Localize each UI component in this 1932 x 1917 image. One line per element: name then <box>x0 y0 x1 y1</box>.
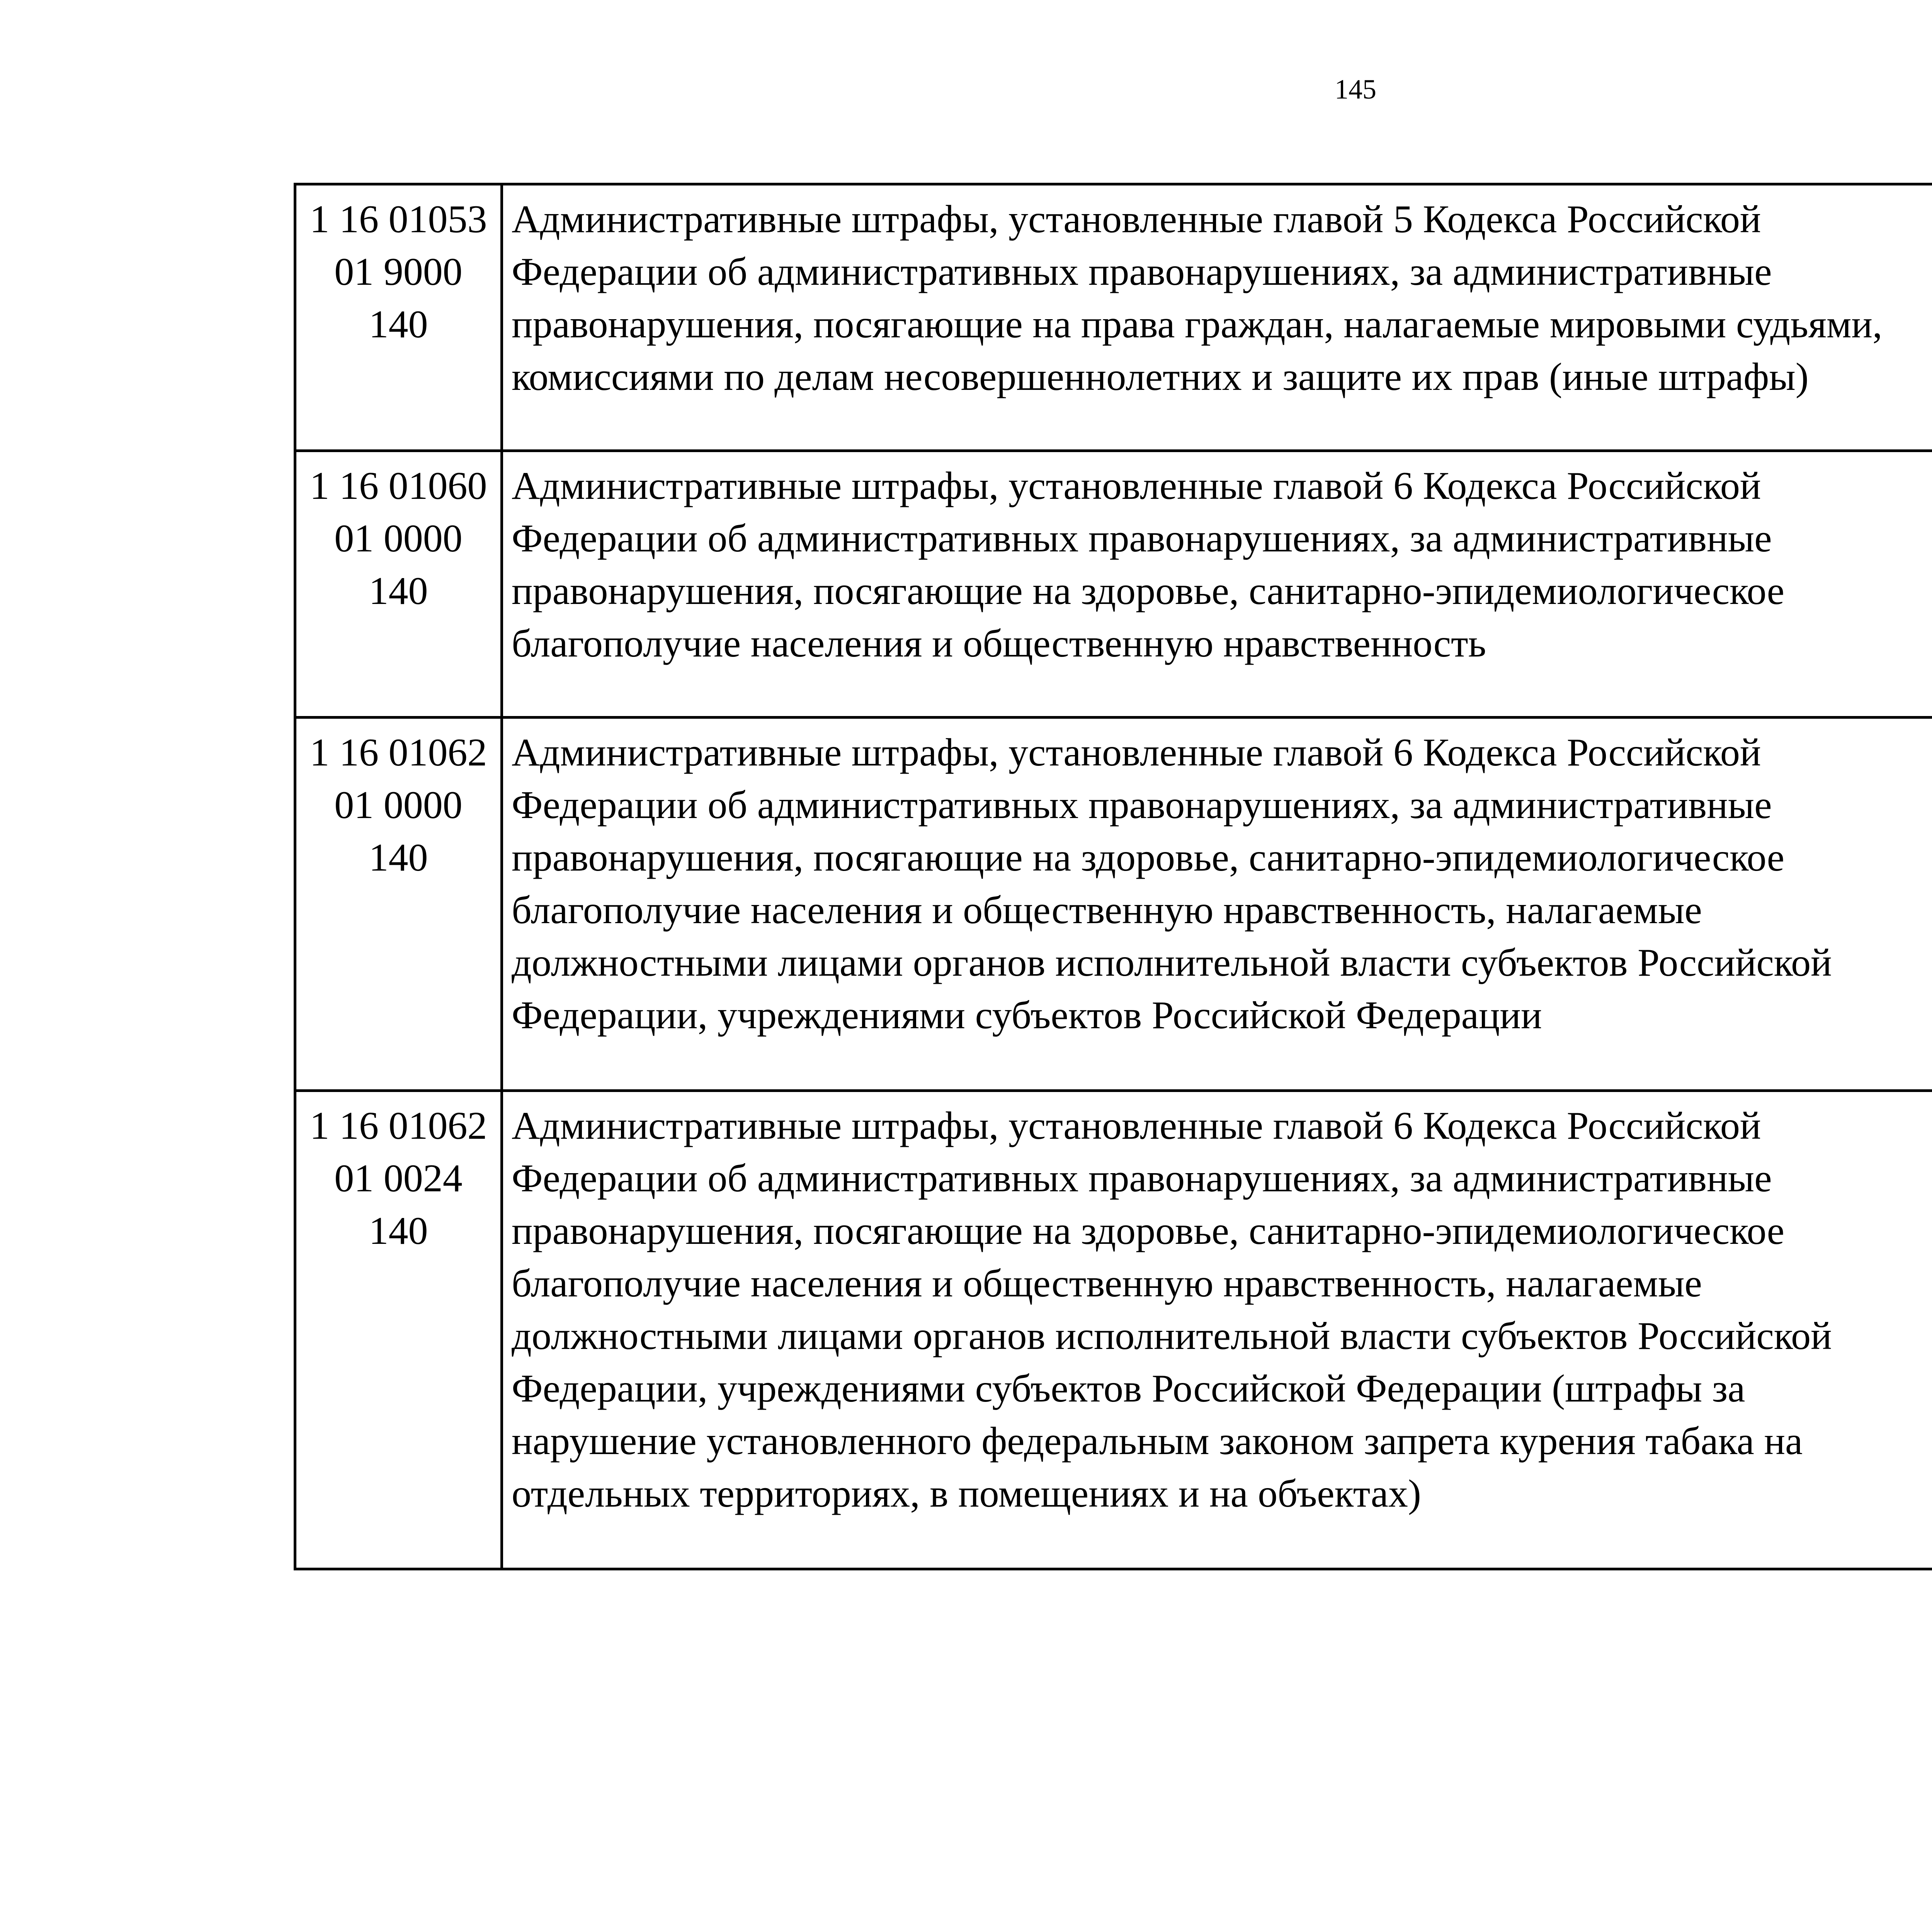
description-line: Федерации об административных правонарушениях, за административные <box>512 250 1772 294</box>
description-line: Федерации, учреждениями субъектов Российской Федерации (штрафы за <box>512 1367 1745 1410</box>
description-line: благополучие населения и общественную нравственность <box>512 622 1486 665</box>
description-line: Федерации, учреждениями субъектов Российской Федерации <box>512 993 1542 1037</box>
budget-code-line: 1 16 01062 <box>310 1104 487 1148</box>
description-line: правонарушения, посягающие на права граждан, налагаемые мировыми судьями, <box>512 303 1883 346</box>
description-line: правонарушения, посягающие на здоровье, санитарно-эпидемиологическое <box>512 836 1785 879</box>
budget-code-line: 01 0000 <box>334 517 463 560</box>
budget-code-line: 1 16 01062 <box>310 731 487 774</box>
description-cell <box>502 1091 1932 1569</box>
description-line: должностными лицами органов исполнительной власти субъектов Российской <box>512 1314 1832 1358</box>
budget-code-cell <box>295 451 502 718</box>
budget-code-line: 140 <box>369 303 428 346</box>
description-line: правонарушения, посягающие на здоровье, санитарно-эпидемиологическое <box>512 1209 1785 1253</box>
description-cell <box>502 718 1932 1091</box>
description-line: правонарушения, посягающие на здоровье, санитарно-эпидемиологическое <box>512 569 1785 613</box>
budget-code-line: 01 0024 <box>334 1157 463 1200</box>
budget-code-line: 1 16 01053 <box>310 197 487 241</box>
description-line: Административные штрафы, установленные главой 6 Кодекса Российской <box>512 464 1761 508</box>
table-row <box>295 451 1932 718</box>
description-line: благополучие населения и общественную нравственность, налагаемые <box>512 1262 1702 1305</box>
description-line: должностными лицами органов исполнительной власти субъектов Российской <box>512 941 1832 985</box>
budget-code-line: 01 0000 <box>334 783 463 827</box>
description-cell <box>502 451 1932 718</box>
page-number: 145 <box>1335 74 1376 105</box>
table-row <box>295 1091 1932 1569</box>
budget-code-line: 01 9000 <box>334 250 463 294</box>
description-line: отдельных территориях, в помещениях и на объектах) <box>512 1472 1421 1516</box>
revenue-table <box>294 183 1932 1570</box>
budget-code-line: 140 <box>369 836 428 879</box>
table-row <box>295 718 1932 1091</box>
budget-code-line: 140 <box>369 569 428 613</box>
description-line: Административные штрафы, установленные главой 6 Кодекса Российской <box>512 1104 1761 1148</box>
budget-code-cell <box>295 718 502 1091</box>
budget-code-cell <box>295 1091 502 1569</box>
description-line: нарушение установленного федеральным законом запрета курения табака на <box>512 1419 1803 1463</box>
budget-code-line: 140 <box>369 1209 428 1253</box>
budget-code-cell <box>295 184 502 451</box>
description-line: комиссиями по делам несовершеннолетних и защите их прав (иные штрафы) <box>512 355 1809 399</box>
description-line: Федерации об административных правонарушениях, за административные <box>512 1157 1772 1200</box>
description-cell <box>502 184 1932 451</box>
description-line: Федерации об административных правонарушениях, за административные <box>512 517 1772 560</box>
budget-code-line: 1 16 01060 <box>310 464 487 508</box>
description-line: Административные штрафы, установленные главой 6 Кодекса Российской <box>512 731 1761 774</box>
description-line: Федерации об административных правонарушениях, за административные <box>512 783 1772 827</box>
table-row <box>295 184 1932 451</box>
description-line: Административные штрафы, установленные главой 5 Кодекса Российской <box>512 197 1761 241</box>
description-line: благополучие населения и общественную нравственность, налагаемые <box>512 888 1702 932</box>
